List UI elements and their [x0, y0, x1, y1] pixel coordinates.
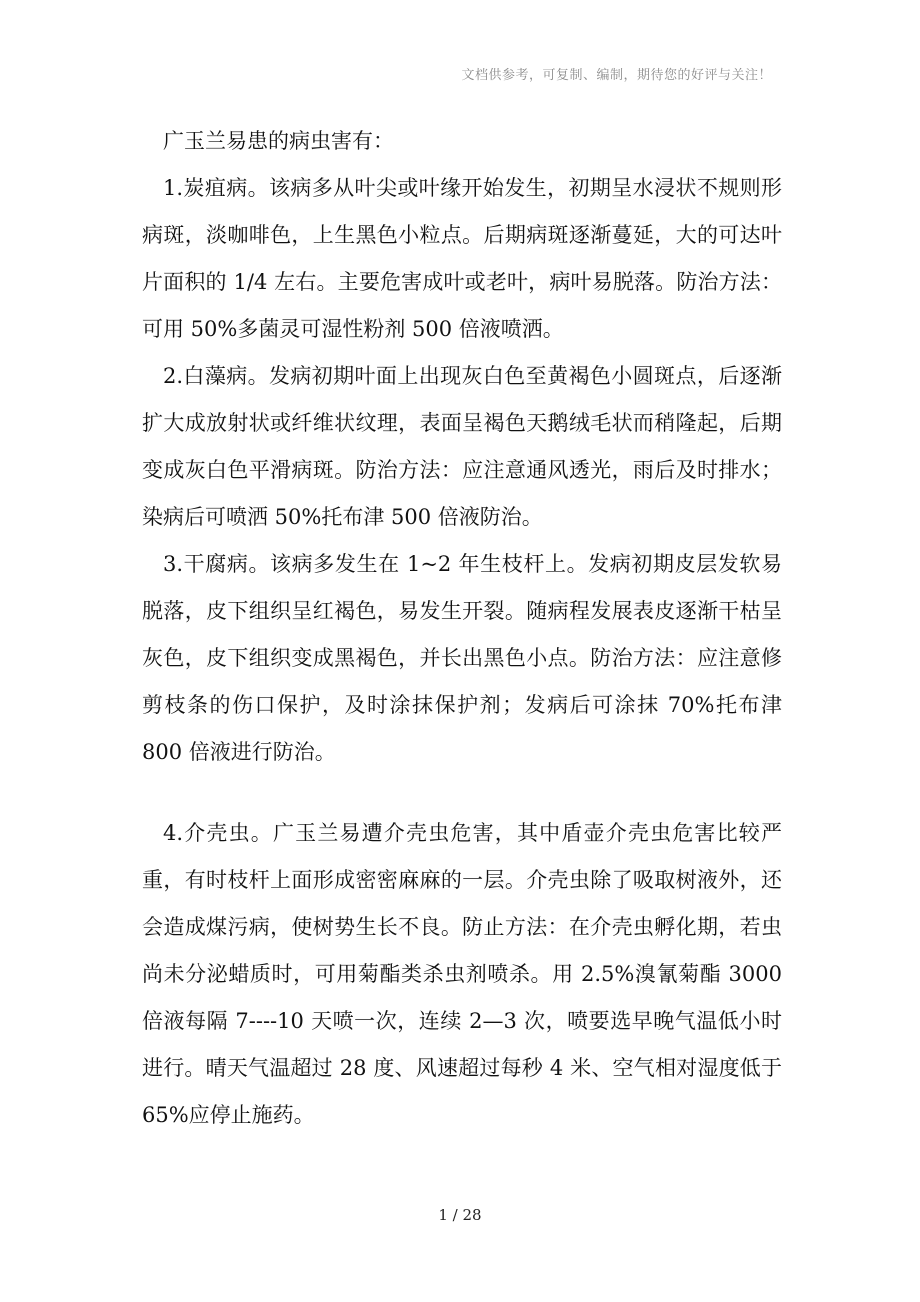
paragraph-white-algae: 2.白藻病。发病初期叶面上出现灰白色至黄褐色小圆斑点，后逐渐扩大成放射状或纤维状纹理，表面呈褐色天鹅绒毛状而稍隆起，后期变成灰白色平滑病斑。防治方法：应注意通风透光，雨后及时排水；染病后可喷洒 50%托布津 500 倍液防治。 [142, 364, 782, 529]
document-body [142, 118, 782, 1139]
intro-paragraph: 广玉兰易患的病虫害有： [163, 129, 394, 153]
header-note: 文档供参考，可复制、编制，期待您的好评与关注！ [461, 68, 772, 83]
page-number: 1 / 28 [438, 1206, 482, 1224]
paragraph-anthracnose: 1.炭疽病。该病多从叶尖或叶缘开始发生，初期呈水浸状不规则形病斑，淡咖啡色，上生黑色小粒点。后期病斑逐渐蔓延，大的可达叶片面积的 1/4 左右。主要危害成叶或老叶，病叶易脱落。防治方法：可用 50%多菌灵可湿性粉剂 500 倍液喷洒。 [142, 176, 782, 341]
paragraph-scale-insect: 4.介壳虫。广玉兰易遭介壳虫危害，其中盾壶介壳虫危害比较严重，有时枝杆上面形成密密麻麻的一层。介壳虫除了吸取树液外，还会造成煤污病，使树势生长不良。防止方法：在介壳虫孵化期，若虫尚未分泌蜡质时，可用菊酯类杀虫剂喷杀。用 2.5%溴氰菊酯 3000 倍液每隔 7----10 天喷一次，连续 2—3 次，喷要选早晚气温低小时进行。晴天气温超过 28 度、风速超过每秒 4 米、空气相对湿度低于 65%应停止施药。 [142, 821, 782, 1127]
paragraph-dry-rot: 3.干腐病。该病多发生在 1~2 年生枝杆上。发病初期皮层发软易脱落，皮下组织呈红褐色，易发生开裂。随病程发展表皮逐渐干枯呈灰色，皮下组织变成黑褐色，并长出黑色小点。防治方法：应注意修剪枝条的伤口保护，及时涂抹保护剂；发病后可涂抹 70%托布津 800 倍液进行防治。 [142, 552, 782, 764]
